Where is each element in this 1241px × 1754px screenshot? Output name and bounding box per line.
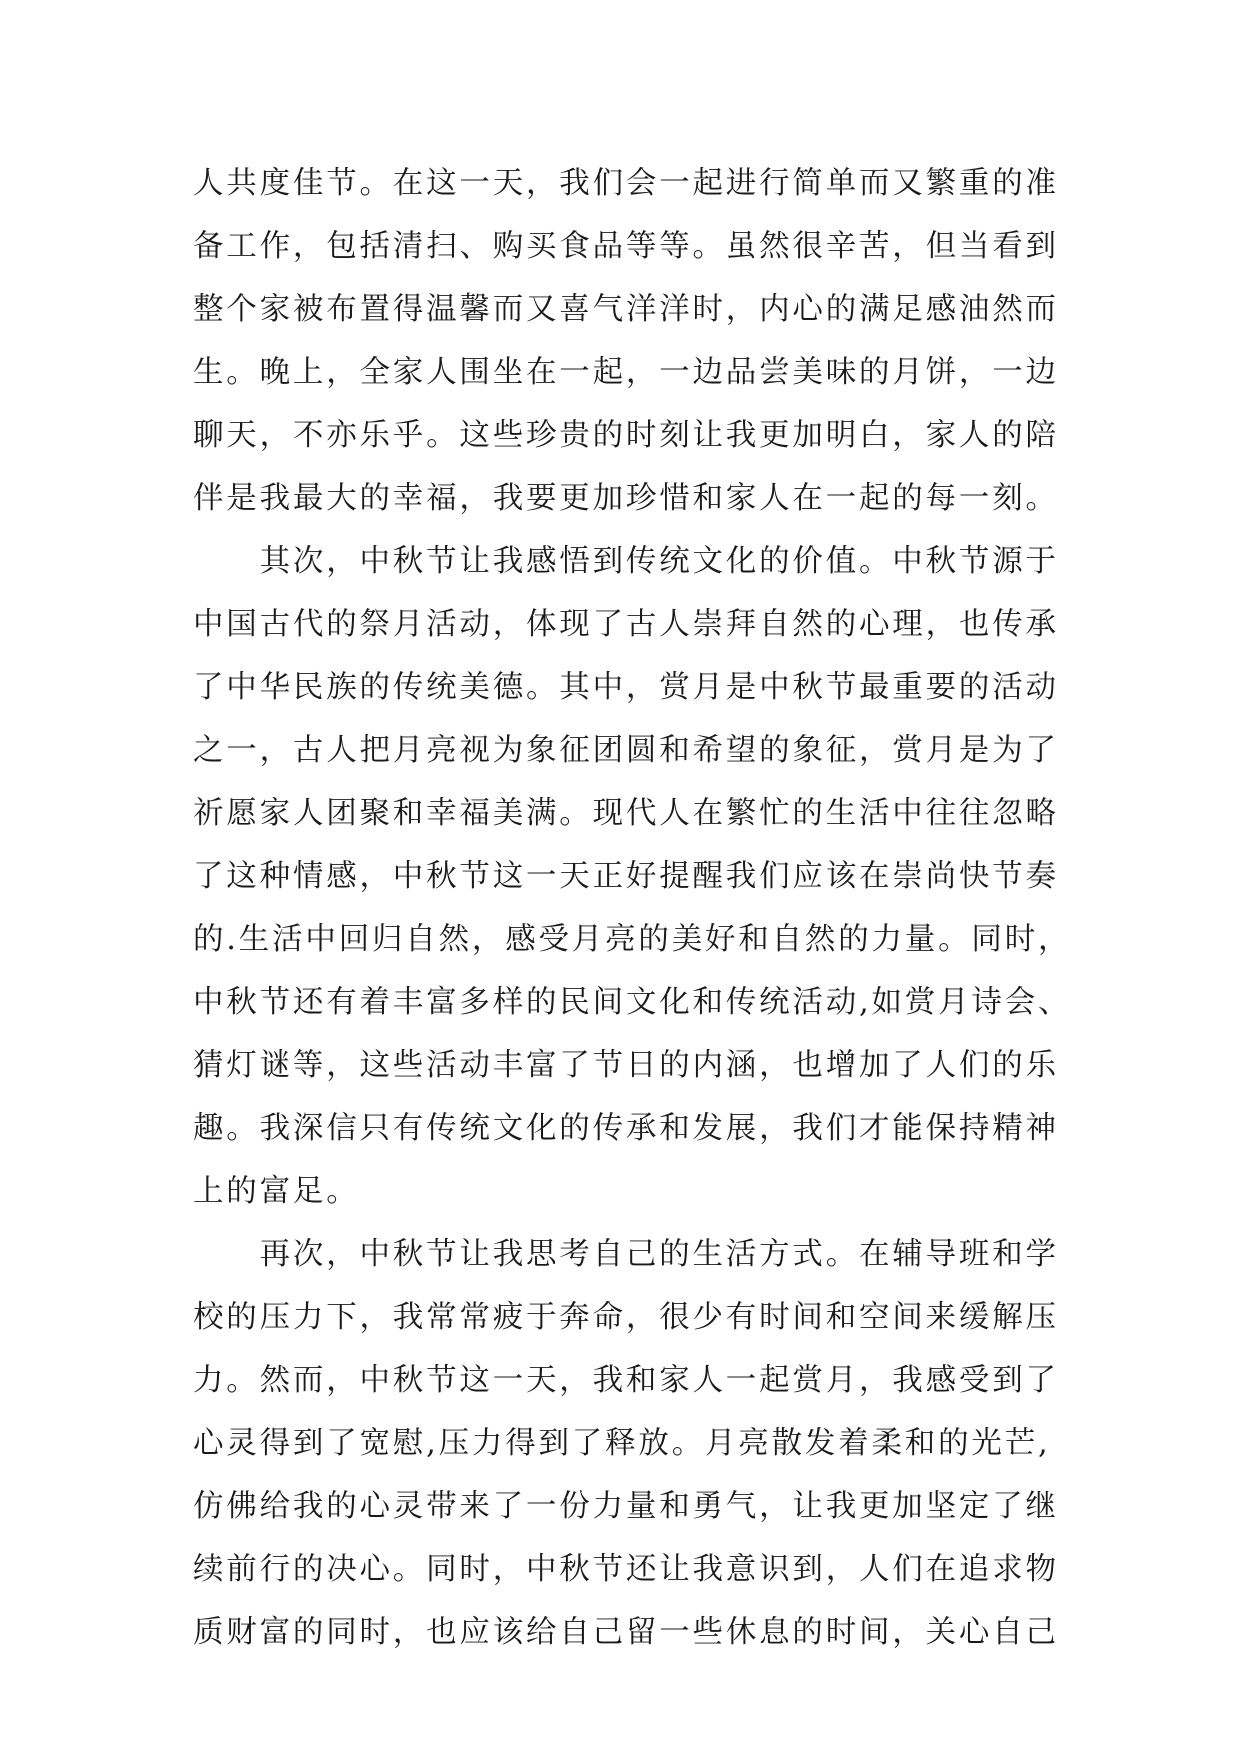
text-line: 质财富的同时，也应该给自己留一些休息的时间，关心自己 [193, 1615, 1059, 1650]
text-line: 力。然而，中秋节这一天，我和家人一起赏月，我感受到了 [193, 1363, 1059, 1398]
text-line: 中国古代的祭月活动，体现了古人崇拜自然的心理，也传承 [193, 607, 1059, 642]
text-line: 上的富足。 [193, 1174, 360, 1209]
text-line: 再次，中秋节让我思考自己的生活方式。在辅导班和学 [193, 1237, 1059, 1272]
text-line: 趣。我深信只有传统文化的传承和发展，我们才能保持精神 [193, 1111, 1059, 1146]
text-line: 伴是我最大的幸福，我要更加珍惜和家人在一起的每一刻。 [193, 481, 1059, 516]
text-line: 聊天，不亦乐乎。这些珍贵的时刻让我更加明白，家人的陪 [193, 418, 1059, 453]
text-line: 生。晚上，全家人围坐在一起，一边品尝美味的月饼，一边 [193, 355, 1059, 390]
text-line: 的.生活中回归自然，感受月亮的美好和自然的力量。同时， [193, 922, 1072, 957]
text-line: 人共度佳节。在这一天，我们会一起进行简单而又繁重的准 [193, 166, 1059, 201]
text-line: 备工作，包括清扫、购买食品等等。虽然很辛苦，但当看到 [193, 229, 1059, 264]
text-line: 中秋节还有着丰富多样的民间文化和传统活动,如赏月诗会、 [193, 985, 1072, 1020]
text-line: 整个家被布置得温馨而又喜气洋洋时，内心的满足感油然而 [193, 292, 1059, 327]
text-line: 心灵得到了宽慰,压力得到了释放。月亮散发着柔和的光芒, [193, 1426, 1051, 1461]
text-line: 校的压力下，我常常疲于奔命，很少有时间和空间来缓解压 [193, 1300, 1059, 1335]
text-line: 祈愿家人团聚和幸福美满。现代人在繁忙的生活中往往忽略 [193, 796, 1059, 831]
text-line: 了中华民族的传统美德。其中，赏月是中秋节最重要的活动 [193, 670, 1059, 705]
text-line: 猜灯谜等，这些活动丰富了节日的内涵，也增加了人们的乐 [193, 1048, 1059, 1083]
text-line: 了这种情感，中秋节这一天正好提醒我们应该在崇尚快节奏 [193, 859, 1059, 894]
text-line: 续前行的决心。同时，中秋节还让我意识到，人们在追求物 [193, 1552, 1059, 1587]
text-line: 之一，古人把月亮视为象征团圆和希望的象征，赏月是为了 [193, 733, 1059, 768]
document-body [193, 152, 1072, 1664]
text-line: 仿佛给我的心灵带来了一份力量和勇气，让我更加坚定了继 [193, 1489, 1059, 1524]
text-line: 其次，中秋节让我感悟到传统文化的价值。中秋节源于 [193, 544, 1059, 579]
